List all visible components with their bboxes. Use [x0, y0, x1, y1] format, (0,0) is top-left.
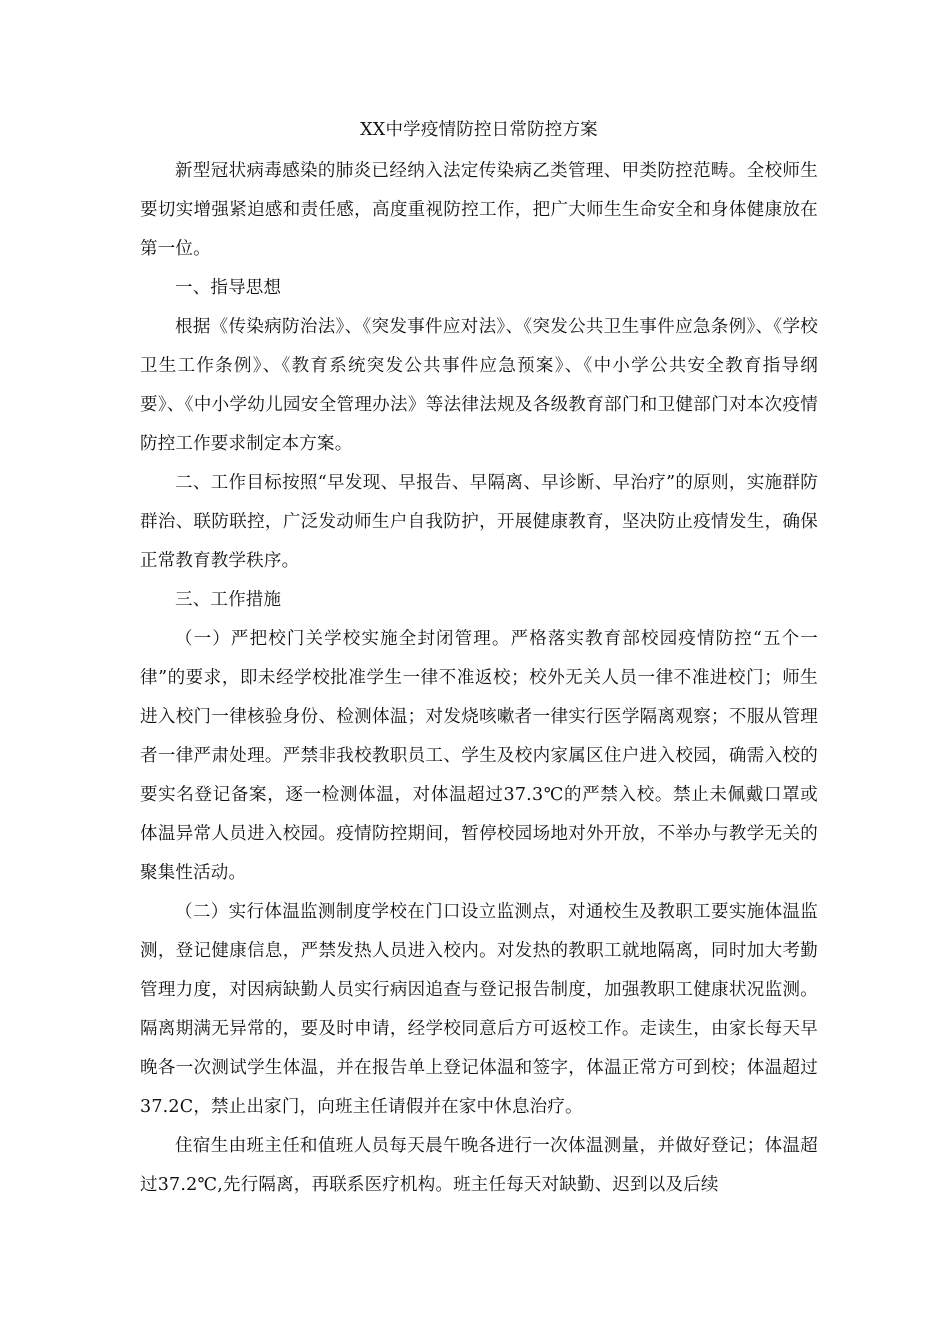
paragraph-legal-basis: 根据《传染病防治法》、《突发事件应对法》、《突发公共卫生事件应急条例》、《学校卫生工作条例》、《教育系统突发公共事件应急预案》、《中小学公共安全教育指导纲要》、《中小学幼儿园安全管理办法》等法律法规及各级教育部门和卫健部门对本次疫情防控工作要求制定本方案。 — [140, 317, 818, 454]
paragraph-boarding-students: 住宿生由班主任和值班人员每天晨午晚各进行一次体温测量，并做好登记；体温超过37.2℃,先行隔离，再联系医疗机构。班主任每天对缺勤、迟到以及后续 — [140, 1136, 818, 1195]
section-heading-guiding-ideology: 一、指导思想 — [175, 278, 282, 298]
paragraph-intro: 新型冠状病毒感染的肺炎已经纳入法定传染病乙类管理、甲类防控范畴。全校师生要切实增强紧迫感和责任感，高度重视防控工作，把广大师生生命安全和身体健康放在第一位。 — [140, 161, 818, 259]
paragraph-campus-gate-control: （一）严把校门关学校实施全封闭管理。严格落实教育部校园疫情防控“五个一律”的要求，即未经学校批准学生一律不准返校；校外无关人员一律不准进校门；师生进入校门一律核验身份、检测体温；对发烧咳嗽者一律实行医学隔离观察；不服从管理者一律严肃处理。严禁非我校教职员工、学生及校内家属区住户进入校园，确需入校的要实名登记备案，逐一检测体温，对体温超过37.3℃的严禁入校。禁止未佩戴口罩或体温异常人员进入校园。疫情防控期间，暂停校园场地对外开放，不举办与教学无关的聚集性活动。 — [140, 629, 818, 883]
document-body — [140, 112, 818, 1205]
section-heading-work-measures: 三、工作措施 — [175, 590, 282, 610]
paragraph-work-goals: 二、工作目标按照“早发现、早报告、早隔离、早诊断、早治疗”的原则，实施群防群治、联防联控，广泛发动师生户自我防护，开展健康教育，坚决防止疫情发生，确保正常教育教学秩序。 — [140, 473, 818, 571]
paragraph-temperature-monitoring: （二）实行体温监测制度学校在门口设立监测点，对通校生及教职工要实施体温监测，登记健康信息，严禁发热人员进入校内。对发热的教职工就地隔离，同时加大考勤管理力度，对因病缺勤人员实行病因追查与登记报告制度，加强教职工健康状况监测。隔离期满无异常的，要及时申请，经学校同意后方可返校工作。走读生，由家长每天早晚各一次测试学生体温，并在报告单上登记体温和签字，体温正常方可到校；体温超过37.2C，禁止出家门，向班主任请假并在家中休息治疗。 — [140, 902, 818, 1117]
document-title: XX中学疫情防控日常防控方案 — [360, 120, 598, 140]
